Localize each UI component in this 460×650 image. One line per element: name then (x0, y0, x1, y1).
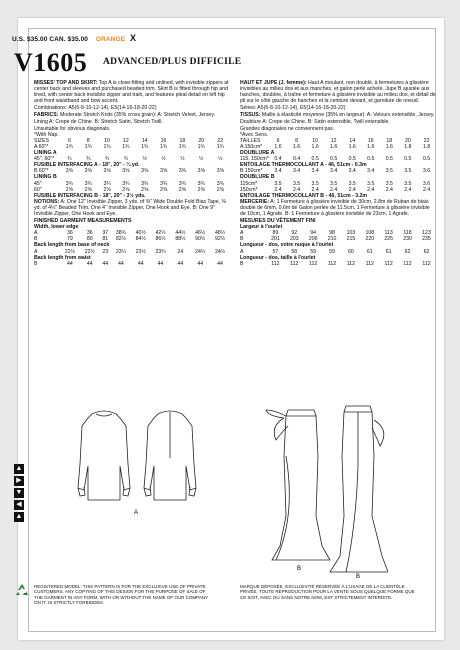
yardage-cell: ½ (142, 156, 147, 163)
measurement-cell: 201 (271, 236, 280, 243)
yardage-cell: 2.4 (404, 186, 412, 193)
arrow-up-icon-2: ▲ (15, 513, 23, 520)
measurement-cell: 81 (102, 236, 109, 243)
row-label: B 60"* (34, 168, 49, 175)
yardage-cell: 1.6 (330, 143, 338, 150)
yardage-cell: 3¾ (65, 180, 74, 187)
yardage-cell: 1¾ (65, 143, 74, 150)
yardage-cell: 1.6 (385, 143, 393, 150)
row-label: A 60"* (34, 143, 49, 150)
measurement-cell: 24¼ (195, 248, 206, 255)
yardage-cell: 3.5 (311, 180, 319, 187)
measurement-cell: 44 (102, 260, 109, 267)
row-label: 115cm* (240, 180, 258, 187)
measurement-cell: 113 (384, 230, 393, 237)
label-b-front: B (297, 566, 302, 572)
label-a: A (134, 510, 139, 516)
measurement-label: B (34, 236, 38, 243)
measurement-cell: 108 (365, 230, 375, 237)
measurement-cell: 58 (291, 248, 298, 255)
yardage-cell: 2.4 (348, 186, 356, 193)
row-label: ENTOILAGE THERMOCOLLANT A - 46, 51cm - 0.3m (240, 162, 367, 169)
measurement-cell: 112 (327, 260, 337, 267)
orange-label: ORANGE (95, 36, 126, 43)
measurement-cell: 60 (348, 248, 354, 255)
measurement-cell: 210 (327, 236, 337, 243)
yardage-cell: 3⅝ (159, 168, 168, 175)
side-arrow-markers (14, 464, 26, 524)
yardage-cell: ¾ (86, 156, 91, 163)
yardage-cell: 2⅝ (84, 186, 92, 193)
size-cell: 22 (217, 137, 224, 144)
size-cell: 8 (86, 137, 90, 144)
yardage-cell: 1.8 (404, 143, 412, 150)
label-b-back: B (356, 574, 361, 578)
row-label: 45", 60"* (34, 156, 55, 163)
measurement-label: B (240, 236, 244, 243)
measurement-cell: 225 (384, 236, 394, 243)
yardage-cell: 0.5 (385, 156, 393, 163)
measurement-cell: 44 (118, 260, 124, 267)
french-column (240, 80, 436, 267)
yardage-cell: 3¾ (141, 180, 149, 187)
measurement-cell: 44 (197, 260, 204, 267)
yardage-cell: ¾ (104, 156, 110, 163)
size-cell: 22 (423, 137, 430, 144)
yardage-cell: 1¾ (141, 143, 149, 150)
measurement-cell: 59 (329, 248, 335, 255)
yardage-cell: 3.4 (274, 168, 282, 175)
yardage-cell: 3.5 (330, 180, 338, 187)
yardage-cell: 2.4 (330, 186, 338, 193)
yardage-cell: ¾ (67, 156, 72, 163)
yardage-cell: 1.6 (274, 143, 282, 150)
row-label: 115, 150cm* (240, 156, 269, 163)
size-cell: 6 (67, 137, 71, 144)
size-cell: 16 (160, 137, 167, 144)
size-cell: 18 (179, 137, 186, 144)
measurement-heading: Back length from waist (34, 254, 91, 261)
pattern-number: V1605 (14, 48, 88, 77)
size-cell: 14 (349, 137, 356, 144)
difficulty-level: ADVANCED/PLUS DIFFICILE (103, 57, 242, 67)
yardage-cell: 0.5 (404, 156, 412, 163)
measurement-row (240, 261, 436, 267)
measurement-cell: 89 (272, 230, 279, 237)
measurement-cell: 44 (157, 260, 164, 267)
measurement-cell: 112 (365, 260, 374, 267)
measurement-cell: 203 (289, 236, 299, 243)
measurement-cell: 98 (329, 230, 335, 237)
row-label: 150cm* (240, 186, 258, 193)
english-column (34, 80, 230, 267)
measurement-cell: 118 (403, 230, 412, 237)
measurement-cell: 24 (177, 248, 184, 255)
yardage-cell: 0.5 (311, 156, 319, 163)
measurement-heading: Longueur - dos, votre nuque à l'ourlet (240, 242, 334, 249)
measurement-cell: 220 (365, 236, 375, 243)
yardage-cell: 2⅝ (122, 186, 130, 193)
measurement-cell: 62 (423, 248, 430, 255)
yardage-cell: 1.8 (422, 143, 431, 150)
yardage-cell: 2.4 (422, 186, 431, 193)
yardage-cell: ½ (180, 156, 185, 163)
yardage-cell: 3.5 (404, 168, 412, 175)
yardage-cell: 1.6 (367, 143, 375, 150)
yardage-cell: 3.5 (404, 180, 412, 187)
measurement-cell: 44 (217, 260, 223, 267)
arrow-down-icon: ▼ (15, 489, 23, 496)
unsuitable-fr: Grandes diagonales ne conviennent pas. (240, 125, 335, 132)
yardage-cell: 3⅝ (178, 168, 186, 175)
yardage-cell: 2.4 (274, 186, 282, 193)
measurement-cell: 103 (346, 230, 356, 237)
measurement-label: B (34, 260, 38, 267)
row-label: LINING B (34, 174, 57, 181)
size-cell: 18 (386, 137, 393, 144)
width-title-en: Width, lower edge (34, 224, 79, 231)
measurement-cell: 112 (271, 260, 280, 267)
arrow-right-icon: ▶ (14, 476, 24, 486)
measurement-label: A (34, 248, 38, 255)
measurement-label: A (240, 248, 244, 255)
yardage-cell: 2⅝ (178, 186, 186, 193)
technical-drawings (70, 396, 388, 578)
width-title-fr: Largeur à l'ourlet (240, 224, 283, 231)
yardage-cell: 2.4 (292, 186, 301, 193)
row-label: DOUBLURE A (240, 150, 275, 157)
measurement-cell: 80 (86, 236, 93, 243)
unsuitable-en: Unsuitable for obvious diagonals. (34, 125, 111, 132)
measurement-cell: 44½ (175, 230, 186, 237)
size-cell: 12 (123, 137, 129, 144)
measurement-row (34, 261, 230, 267)
yardage-table-en (34, 138, 230, 199)
withnap-fr: *Avec Sens. (240, 131, 269, 138)
finished-measurements-en: FINISHED GARMENT MEASUREMENTS (34, 218, 132, 225)
recycle-icon (14, 582, 30, 598)
yardage-cell: 2.4 (385, 186, 393, 193)
measurement-cell: 36 (86, 230, 93, 237)
measurement-cell: 112 (403, 260, 412, 267)
yardage-cell: 1¾ (84, 143, 92, 150)
yardage-cell: 2⅝ (216, 186, 224, 193)
row-label: 60" (34, 186, 42, 193)
size-cell: 8 (295, 137, 299, 144)
yardage-cell: 3⅝ (141, 168, 149, 175)
measurement-cell: 235 (422, 236, 431, 243)
yardage-cell: 2⅝ (159, 186, 168, 193)
measurement-cell: 79 (67, 236, 73, 243)
description-fr: HAUT ET JUPE (J. femme): Haut A moulant, non doublé, à fermetures à glissière invisibles au milieu dos et aux manches, et galon perlé acheté. Jupe B ajustée aux hanches, doublée, à traîne et fermeture à glissière invisible au milieu dos, et détail de pli sur le côté gauche de hanches et la ceinture devant, et garniture de noeud. (240, 80, 436, 105)
yardage-cell: 3⅝ (197, 168, 205, 175)
row-label: B 150cm* (240, 168, 263, 175)
yardage-cell: 1¾ (103, 143, 111, 150)
measurement-cell: 90½ (195, 236, 206, 243)
measurement-cell: 206 (308, 236, 318, 243)
measurement-cell: 37 (102, 230, 109, 237)
yardage-cell: 0.4 (274, 156, 282, 163)
yardage-cell: 3¾ (122, 180, 130, 187)
size-cell: 16 (367, 137, 374, 144)
row-label: 45" (34, 180, 42, 187)
yardage-cell: 2⅝ (65, 186, 74, 193)
measurement-cell: 44 (67, 260, 73, 267)
size-cell: 14 (141, 137, 148, 144)
measurement-cell: 82½ (115, 236, 126, 243)
measurement-cell: 215 (346, 236, 356, 243)
row-label: DOUBLURE B (240, 174, 275, 181)
yardage-cell: ½ (161, 156, 166, 163)
description-en: MISSES' TOP AND SKIRT: Top A is close-fitting and unlined, with invisible zippers at center back and sleeves and purchased beaded trim. Skirt B is fitted through hip and lined, with center back invisible zipper and train, and features pleat detail on left hip and front waistband and bow accent. (34, 80, 229, 105)
yardage-cell: 0.5 (367, 156, 375, 163)
measurement-cell: 48½ (215, 230, 226, 237)
yardage-cell: 3.5 (367, 180, 375, 187)
measurement-cell: 112 (384, 260, 393, 267)
measurement-cell: 24½ (215, 248, 226, 255)
yardage-cell: 3¾ (159, 180, 168, 187)
row-label: ENTOILAGE THERMOCOLLANT B - 46, 51cm - 3.2m (240, 192, 368, 199)
fabrics-en: FABRICS: Moderate Stretch Knits (35% cross grain): A: Stretch Velvet, Jersey. Lining A: Crepe de Chine. B: Stretch Satin, Stretch Twill. (34, 112, 215, 125)
yardage-cell: 3¾ (178, 180, 186, 187)
measurement-cell: 61 (385, 248, 392, 255)
finished-measurements-fr: MESURES DU VÊTEMENT FINI (240, 218, 316, 225)
yardage-cell: 1¾ (216, 143, 224, 150)
yardage-cell: 0.4 (292, 156, 301, 163)
yardage-cell: 0.5 (422, 156, 431, 163)
measurement-cell: 23¼ (115, 248, 126, 255)
measurement-cell: 22½ (84, 248, 95, 255)
size-cell: 20 (404, 137, 411, 144)
orange-x-mark: X (129, 33, 137, 43)
size-cell: 12 (330, 137, 337, 144)
measurement-cell: 23¾ (155, 248, 166, 255)
mercerie-fr: MERCERIE: A: 1 Fermeture à glissière invisible de 30cm, 2.8m de Ruban de biais double de 6mm, 0.6m de Galon perlée de 11.5cm, 1 Fermeture à glissière invisible de 10cm, 1 Agrafe. B: 1 Fermeture à glissière invisible de 23cm, 1 Agrafe. (240, 198, 430, 217)
yardage-cell: 1¾ (122, 143, 130, 150)
top-a-front-drawing (78, 411, 130, 500)
finished-table-en (34, 230, 230, 267)
measurement-cell: 88½ (175, 236, 186, 243)
measurement-cell: 44 (86, 260, 93, 267)
measurement-cell: 84½ (135, 236, 146, 243)
notions-en: NOTIONS: A: One 12" Invisible Zipper, 3 yds. of ⅜" Wide Double Fold Bias Tape, ⅜ yd. of 4½" Beaded Trim, One 4" Invisible Zipper, One Hook and Eye. B: One 9" Invisible Zipper, One Hook and Eye. (34, 198, 226, 217)
size-cell: 6 (276, 137, 280, 144)
yardage-cell: 3¾ (216, 180, 224, 187)
yardage-cell: 3¾ (84, 180, 92, 187)
yardage-cell: 2⅝ (197, 186, 205, 193)
yardage-cell: 3.5 (274, 180, 282, 187)
series-fr: Séries: A5(6-8-10-12-14), E5(14-16-18-20-22) (240, 105, 346, 112)
measurement-cell: 61 (366, 248, 373, 255)
tissus-fr: TISSUS: Maille à élasticité moyenne (35% en largeur): A: Velours extensible, Jersey. Doublure A: Crepe de Chine. B: Satin extensible, Twill extensible. (240, 112, 435, 125)
arrow-left-icon: ◀ (14, 500, 24, 510)
row-label: LINING A (34, 150, 57, 157)
withnap-en: *With Nap. (34, 131, 59, 138)
combinations-en: Combinations: A5(6-8-10-12-14), E5(14-16-18-20-22) (34, 105, 157, 112)
yardage-cell: 3¾ (103, 180, 111, 187)
measurement-cell: 92½ (215, 236, 226, 243)
yardage-table-fr (240, 138, 436, 199)
yardage-cell: 3⅝ (65, 168, 74, 175)
measurement-cell: 42½ (155, 230, 166, 237)
yardage-cell: 3.5 (292, 180, 301, 187)
yardage-cell: 3.4 (311, 168, 319, 175)
measurement-heading: Longueur - dos, taille à l'ourlet (240, 254, 316, 261)
yardage-cell: 2⅝ (141, 186, 149, 193)
yardage-cell: 2.4 (367, 186, 375, 193)
measurement-cell: 40½ (135, 230, 146, 237)
yardage-cell: 2⅝ (103, 186, 111, 193)
yardage-cell: 3⅝ (216, 168, 224, 175)
yardage-cell: 1¾ (197, 143, 205, 150)
sizes-label: TAILLES (240, 137, 261, 144)
top-a-back-drawing (144, 411, 196, 500)
yardage-cell: 3⅝ (103, 168, 111, 175)
legal-notice-fr: MARQUE DÉPOSÉE. EXCLUSIVITÉ RÉSERVÉE À L'USAGE DE LA CLIENTÈLE PRIVÉE. TOUTE REPRODUCTION POUR LA VENTE SOUS QUELQUE FORME QUE CE SOIT, AVEC OU SANS NOTRE NOM, EST STRICTEMENT INTERDITE. (240, 584, 415, 600)
yardage-cell: 1¾ (178, 143, 186, 150)
row-label: FUSIBLE INTERFACING A - 18", 20" - ¼ yd. (34, 162, 140, 169)
yardage-cell: 1.6 (348, 143, 356, 150)
measurement-cell: 92 (291, 230, 298, 237)
sizes-label: SIZES (34, 137, 49, 144)
measurement-cell: 57 (272, 248, 279, 255)
yardage-cell: 0.5 (330, 156, 338, 163)
measurement-cell: 36 (67, 230, 73, 237)
measurement-cell: 62 (404, 248, 411, 255)
skirt-b-back-drawing (330, 406, 388, 572)
legal-notice-en: REGISTERED MODEL: THIS PATTERN IS FOR THE EXCLUSIVE USE OF PRIVATE CUSTOMERS. ANY COPYING OF THIS DESIGN FOR THE PURPOSE OF SALE OF THE GARMENT IN ANY FORM, WITH OR WITHOUT THE NAME OF OUR COMPANY ON IT, IS STRICTLY FORBIDDEN. (34, 584, 209, 605)
arrow-up-icon: ▲ (15, 465, 23, 472)
measurement-cell: 23½ (135, 248, 146, 255)
measurement-label: A (34, 230, 38, 237)
row-label: A 150cm* (240, 143, 263, 150)
row-label: FUSIBLE INTERFACING B - 18", 20" - 3½ yds. (34, 192, 146, 199)
yardage-cell: 1.6 (311, 143, 319, 150)
yardage-cell: 2.4 (311, 186, 319, 193)
yardage-cell: ¾ (123, 156, 129, 163)
yardage-cell: 3.4 (348, 168, 356, 175)
yardage-cell: ½ (218, 156, 223, 163)
yardage-cell: 3.4 (367, 168, 375, 175)
price-line (12, 33, 136, 43)
yardage-cell: 3⅝ (122, 168, 130, 175)
measurement-cell: 112 (290, 260, 299, 267)
measurement-cell: 112 (309, 260, 318, 267)
finished-table-fr (240, 230, 436, 267)
measurement-label: A (240, 230, 244, 237)
size-cell: 10 (312, 137, 318, 144)
size-cell: 20 (198, 137, 205, 144)
skirt-b-front-drawing (266, 410, 330, 560)
measurement-cell: 44 (137, 260, 144, 267)
yardage-cell: 3¾ (197, 180, 205, 187)
yardage-cell: 3.4 (330, 168, 338, 175)
measurement-cell: 112 (422, 260, 431, 267)
yardage-cell: 0.5 (348, 156, 356, 163)
measurement-cell: 94 (310, 230, 317, 237)
measurement-cell: 22½ (64, 248, 75, 255)
size-cell: 10 (104, 137, 110, 144)
yardage-cell: ½ (199, 156, 204, 163)
yardage-cell: 1¾ (159, 143, 168, 150)
price-text: U.S. $35.00 CAN. $35.00 (12, 36, 89, 43)
yardage-cell: 3.6 (422, 180, 431, 187)
yardage-cell: 3.5 (385, 168, 393, 175)
measurement-cell: 123 (422, 230, 431, 237)
measurement-label: B (240, 260, 244, 267)
yardage-cell: 1.6 (292, 143, 301, 150)
yardage-cell: 3.5 (385, 180, 393, 187)
measurement-cell: 112 (346, 260, 356, 267)
yardage-cell: 3.4 (292, 168, 301, 175)
measurement-cell: 44 (177, 260, 184, 267)
yardage-cell: 3.6 (422, 168, 431, 175)
measurement-cell: 230 (403, 236, 412, 243)
measurement-cell: 23 (102, 248, 109, 255)
measurement-cell: 86½ (155, 236, 166, 243)
yardage-cell: 3.5 (348, 180, 356, 187)
measurement-cell: 46½ (195, 230, 206, 237)
yardage-cell: 3⅝ (84, 168, 92, 175)
measurement-cell: 38¾ (115, 230, 126, 237)
measurement-heading: Back length from base of neck (34, 242, 110, 249)
measurement-cell: 59 (310, 248, 317, 255)
